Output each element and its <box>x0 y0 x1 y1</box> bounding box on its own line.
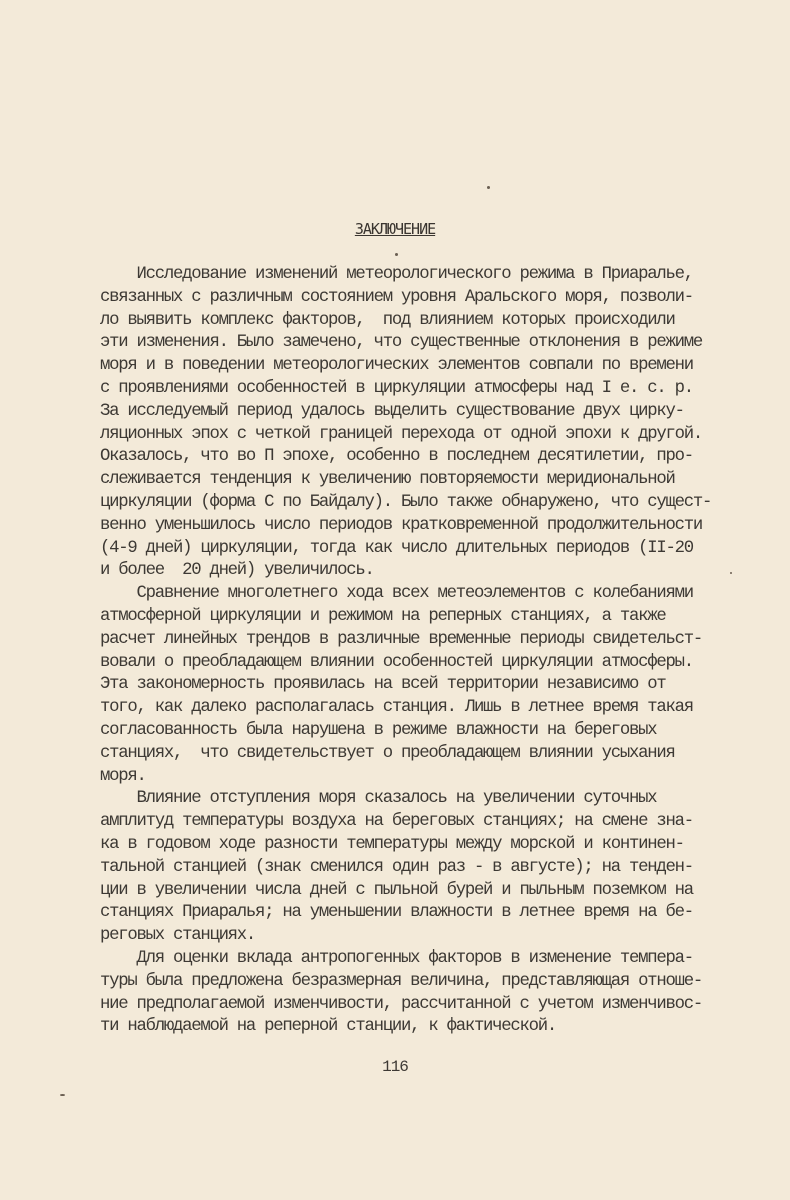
scan-speck <box>730 572 732 574</box>
text-line: ние предполагаемой изменчивости, рассчитанной с учетом изменчивос- <box>100 994 702 1014</box>
scan-speck <box>395 253 398 256</box>
body-text <box>100 264 740 1039</box>
text-line: согласованность была нарушена в режиме влажности на береговых <box>100 720 657 740</box>
text-line: Влияние отступления моря сказалось на увеличении суточных <box>100 789 657 809</box>
text-line: ляционных эпох с четкой границей перехода от одной эпохи к другой. <box>100 424 702 444</box>
text-line: (4-9 дней) циркуляции, тогда как число длительных периодов (II-20 <box>100 538 693 558</box>
text-line: с проявлениями особенностей в циркуляции атмосферы над I е. с. р. <box>100 378 693 398</box>
scan-speck <box>487 186 490 189</box>
text-line: туры была предложена безразмерная величина, представляющая отноше- <box>100 971 702 991</box>
text-line: венно уменьшилось число периодов кратковременной продолжительности <box>100 515 702 535</box>
text-line: моря. <box>100 766 146 786</box>
text-line: Эта закономерность проявилась на всей территории независимо от <box>100 675 666 695</box>
text-line: реговых станциях. <box>100 926 256 946</box>
text-line: слеживается тенденция к увеличению повторяемости меридиональной <box>100 470 675 490</box>
text-line: Оказалось, что во П эпохе, особенно в последнем десятилетии, про- <box>100 447 693 467</box>
text-line: тальной станцией (знак сменился один раз - в августе); на тенден- <box>100 857 693 877</box>
text-line: того, как далеко располагалась станция. Лишь в летнее время такая <box>100 698 693 718</box>
page-title: ЗАКЛЮЧЕНИЕ <box>354 220 436 238</box>
text-line: ло выявить комплекс факторов, под влиянием которых происходили <box>100 310 675 330</box>
text-line: ти наблюдаемой на реперной станции, к фактической. <box>100 1017 557 1037</box>
text-line: За исследуемый период удалось выделить существование двух цирку- <box>100 401 684 421</box>
text-line: ка в годовом ходе разности температуры между морской и континен- <box>100 834 684 854</box>
text-line: Исследование изменений метеорологического режима в Приаралье, <box>100 265 693 284</box>
text-line: Сравнение многолетнего хода всех метеоэлементов с колебаниями <box>100 584 693 604</box>
text-line: станциях, что свидетельствует о преобладающем влиянии усыхания <box>100 743 675 763</box>
text-line: атмосферной циркуляции и режимом на реперных станциях, а также <box>100 606 666 626</box>
text-line: амплитуд температуры воздуха на береговых станциях; на смене зна- <box>100 812 693 832</box>
text-line: ции в увеличении числа дней с пыльной бурей и пыльным поземком на <box>100 880 693 900</box>
page-number: 116 <box>382 1058 408 1076</box>
text-line: эти изменения. Было замечено, что существенные отклонения в режиме <box>100 333 702 353</box>
text-line: связанных с различным состоянием уровня Аральского моря, позволи- <box>100 287 693 307</box>
text-line: циркуляции (форма С по Байдалу). Было также обнаружено, что сущест- <box>100 492 712 512</box>
text-line: вовали о преобладающем влиянии особенностей циркуляции атмосферы. <box>100 652 693 672</box>
text-line: расчет линейных трендов в различные временные периоды свидетельст- <box>100 629 702 649</box>
scan-speck <box>60 1094 65 1096</box>
text-line: моря и в поведении метеорологических элементов совпали по времени <box>100 356 693 376</box>
text-line: и более 20 дней) увеличилось. <box>100 561 374 581</box>
text-line: станциях Приаралья; на уменьшении влажности в летнее время на бе- <box>100 903 693 923</box>
text-line: Для оценки вклада антропогенных факторов в изменение темпера- <box>100 948 693 968</box>
